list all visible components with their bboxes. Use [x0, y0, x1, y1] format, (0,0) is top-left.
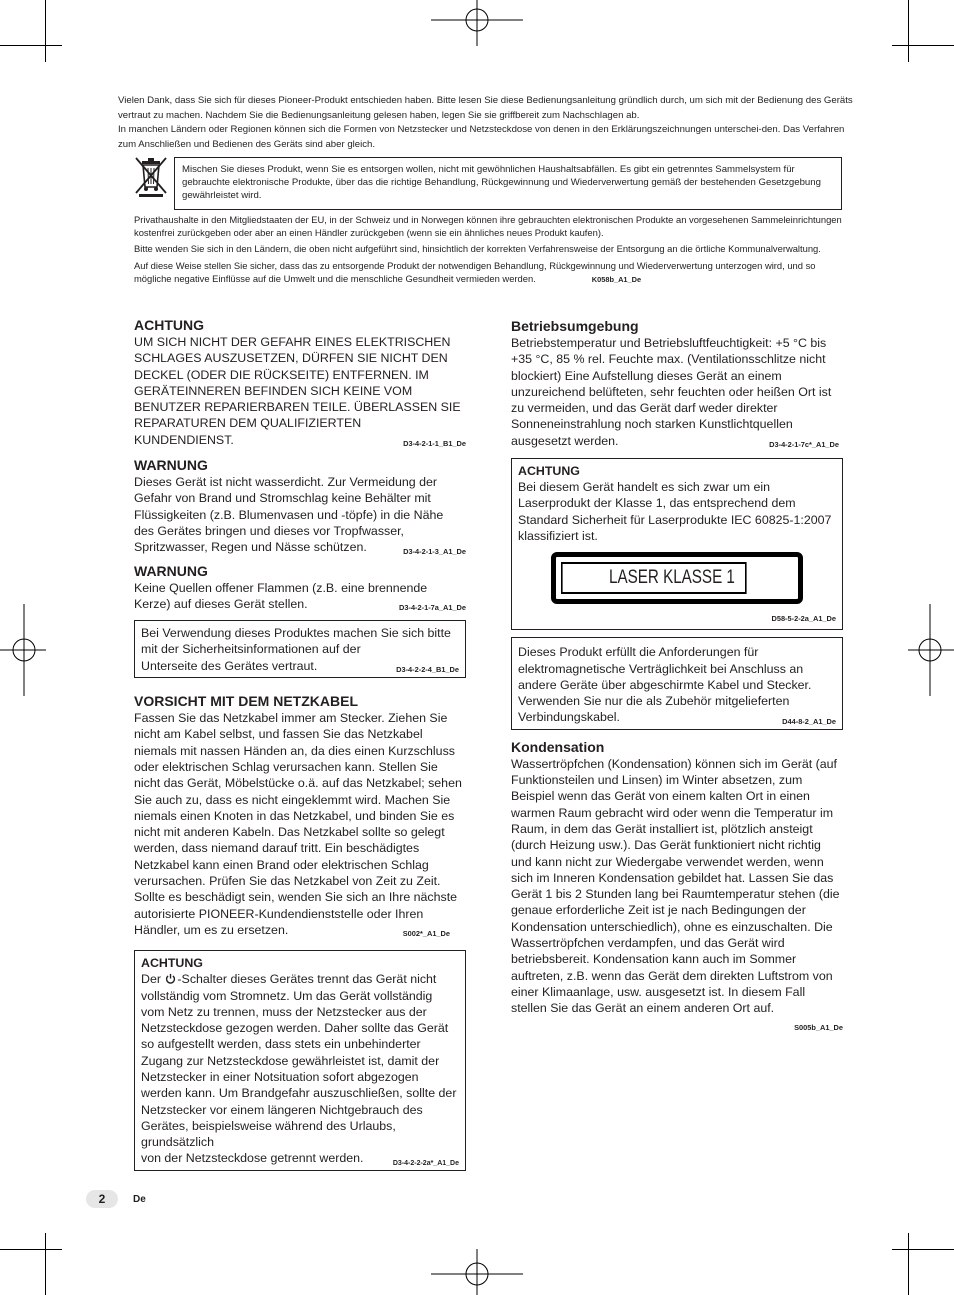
weee-disposal-box	[174, 157, 842, 210]
crop-mark	[892, 45, 954, 46]
laser-label-text: LASER KLASSE 1	[561, 562, 747, 594]
reference-code: D58-5-2-2a_A1_De	[771, 614, 836, 624]
crop-mark	[0, 45, 62, 46]
section-text-last: Händler, um es zu ersetzen.	[134, 922, 289, 937]
box-text-last: Verbindungskabel.	[518, 710, 620, 725]
section-heading: Kondensation	[511, 738, 605, 755]
power-switch-box	[134, 950, 466, 1171]
warnung-water-section	[134, 456, 466, 555]
eu-paragraph: Bitte wenden Sie sich in den Ländern, die oben nicht aufgeführt sind, hinsichtlich der korrekten Verfahrensweise der Entsorgung an die örtliche Kommunalverwaltung.	[134, 243, 821, 255]
crop-mark	[892, 1249, 954, 1250]
reference-code: S002*_A1_De	[402, 929, 450, 939]
section-heading: WARNUNG	[134, 562, 208, 579]
intro-paragraph: In manchen Ländern oder Regionen können sich die Formen von Netzstecker und Netzsteckdose von denen in den Erklärungszeichnungen unterschei-den. Das Verfahren zum Anschließen und Bedienen des Geräts sind aber gleich.	[118, 124, 845, 150]
crop-mark	[45, 1233, 46, 1295]
reference-code: D44-8-2_A1_De	[782, 716, 836, 726]
intro-text	[118, 94, 860, 152]
crossed-out-bin-icon	[133, 155, 169, 197]
section-text: UM SICH NICHT DER GEFAHR EINES ELEKTRISCHEN SCHLAGES AUSZUSETZEN, DÜRFEN SIE NICHT DEN DECKEL (ODER DIE RÜCKSEITE) ENTFERNEN. IM GERÄTEINNEREN BEFINDEN SICH KEINE VOM BENUTZER REPARIERBAREN TEILE. ÜBERLASSEN SIE REPARATUREN DEM QUALIFIZIERTEN	[134, 335, 461, 431]
section-heading: WARNUNG	[134, 457, 208, 474]
box-text: -Schalter dieses Gerätes trennt das Gerät nicht vollständig vom Stromnetz. Um das Gerät vollständig vom Netz zu trennen, muss der Netzstecker aus der Netzsteckdose gezogen werden. Daher sollte das Gerät so aufgestellt werden, dass stets ein unbehinderter Zugang zur Netzsteckdose gewährleistet ist, damit der Netzstecker in einer Notsituation sofort abgezogen werden kann. Um Brandgefahr auszuschließen, sollte der Netzstecker vor einem längeren Nichtgebrauch des Gerätes, beispielsweise während des Urlaubs, grundsätzlich	[141, 972, 457, 1150]
box-text-last: von der Netzsteckdose getrennt werden.	[141, 1151, 364, 1166]
section-text: Fassen Sie das Netzkabel immer am Stecker. Ziehen Sie nicht am Kabel selbst, und fassen Sie das Netzkabel niemals mit nassen Händen an, da dies einen Kurzschluss oder elektrischen Schlag verursachen kann. Stellen Sie nicht das Gerät, Möbelstücke o.ä. auf das Netzkabel; sehen Sie auch zu, dass es nicht eingeklemmt wird. Machen Sie niemals einen Knoten in das Netzkabel, und binden Sie es nicht mit anderen Kabeln. Das Netzkabel sollte so gelegt werden, dass niemand darauf tritt. Ein beschädigtes Netzkabel kann einen Brand oder elektrischen Schlag verursachen. Prüfen Sie das Netzkabel von Zeit zu Zeit. Sollte es beschädigt sein, wenden Sie sich an Ihre nächste autorisierte PIONEER-Kundendienststelle oder Ihren	[134, 711, 462, 921]
section-heading: Betriebsumgebung	[511, 318, 639, 334]
betriebsumgebung-section	[511, 317, 843, 449]
registration-mark-bottom	[431, 1249, 523, 1295]
safety-info-box	[134, 620, 466, 678]
box-heading: ACHTUNG	[518, 464, 580, 479]
eu-disposal-text	[134, 213, 846, 286]
section-text-last: KUNDENDIENST.	[134, 432, 234, 447]
box-text: Bei diesem Gerät handelt es sich zwar um ein Laserprodukt der Klasse 1, das entsprechend dem Standard Sicherheit für Laserprodukte IEC 60825-1:2007 klassifiziert ist.	[518, 480, 832, 543]
registration-mark-right	[908, 604, 954, 696]
reference-code: S005b_A1_De	[794, 1022, 843, 1032]
warnung-flame-section	[134, 562, 466, 613]
reference-code: D3-4-2-1-7c*_A1_De	[769, 440, 839, 450]
achtung-section	[134, 316, 466, 448]
laser-warning-box	[511, 458, 843, 630]
eu-paragraph: Privathaushalte in den Mitgliedstaaten der EU, in der Schweiz und in Norwegen können ihre gebrauchten elektronischen Produkte an vorgesehenen Sammeleinrichtungen kostenfrei zurückgeben oder aber an einen Händler zurückgeben (wenn sie ein ähnliches neues Produkt kaufen).	[134, 214, 842, 239]
power-icon	[165, 973, 176, 984]
intro-paragraph: Vielen Dank, dass Sie sich für dieses Pioneer-Produkt entschieden haben. Bitte lesen Sie diese Bedienungsanleitung gründlich durch, um sich mit der Bedienung des Geräts vertraut zu machen. Nachdem Sie die Bedienungsanleitung gelesen haben, legen Sie sie griffbereit zum Nachschlagen ab.	[118, 95, 853, 121]
kondensation-section	[511, 738, 843, 1035]
reference-code: D3-4-2-1-1_B1_De	[403, 439, 466, 449]
crop-mark	[908, 0, 909, 62]
box-text: Dieses Produkt erfüllt die Anforderungen für elektromagnetische Verträglichkeit bei Anschluss an andere Geräte über abgeschirmte Kabel und Stecker. Verwenden Sie nur die als Zubehör mitgelieferten	[518, 645, 812, 709]
section-text: Dieses Gerät ist nicht wasserdicht. Zur Vermeidung der Gefahr von Brand und Stromschlag keine Behälter mit Flüssigkeiten (z.B. Blumenvasen und -töpfe) in die Nähe des Gerätes bringen und dieses vor Tropfwasser,	[134, 475, 444, 538]
laser-class-label	[551, 552, 803, 604]
registration-mark-top	[431, 0, 523, 46]
crop-mark	[45, 0, 46, 62]
section-text: Betriebstemperatur und Betriebsluftfeuchtigkeit: +5 °C bis +35 °C, 85 % rel. Feuchte max. (Ventilationsschlitze nicht blockiert) Eine Aufstellung dieses Gerät an einem unzureichend belüfteten, sehr feuchten oder heißen Ort ist zu vermeiden, und das Gerät darf weder direkter Sonneneinstrahlung noch starken Kunstlichtquellen	[511, 336, 832, 432]
reference-code: D3-4-2-1-7a_A1_De	[399, 603, 466, 613]
section-heading: ACHTUNG	[134, 317, 204, 333]
reference-code: D3-4-2-2-2a*_A1_De	[392, 1159, 459, 1167]
right-column	[511, 317, 843, 1035]
weee-box-text: Mischen Sie dieses Produkt, wenn Sie es entsorgen wollen, nicht mit gewöhnlichen Haushaltsabfällen. Es gibt ein getrenntes Sammelsystem für gebrauchte elektronische Produkte, über das die richtige Behandlung, Rückgewinnung und Wiederverwertung gemäß der bestehenden Gesetzgebung gewährleistet wird.	[182, 164, 821, 202]
netzkabel-section	[134, 692, 466, 938]
language-code: De	[133, 1194, 146, 1205]
left-column	[134, 316, 466, 1171]
eu-paragraph-text: Auf diese Weise stellen Sie sicher, dass das zu entsorgende Produkt der notwendigen Behandlung, Rückgewinnung und Wiederverwertung unterzogen wird, und so mögliche negative Einflüsse auf die Umwelt und die menschliche Gesundheit vermieden werden.	[134, 259, 816, 284]
reference-code: D3-4-2-1-3_A1_De	[403, 546, 466, 556]
section-heading: VORSICHT MIT DEM NETZKABEL	[134, 693, 358, 710]
reference-code: K058b_A1_De	[591, 274, 642, 284]
section-text-last: Kerze) auf dieses Gerät stellen.	[134, 596, 308, 611]
emv-box	[511, 637, 843, 729]
crop-mark	[0, 1249, 62, 1250]
section-text: Wassertröpfchen (Kondensation) können sich im Gerät (auf Funktionsteilen und Linsen) im Winter absetzen, zum Beispiel wenn das Gerät von einem kalten Ort in einen warmen Raum gebracht wird oder wenn die Temperatur im Raum, in dem das Gerät installiert ist, plötzlich ansteigt (durch Heizung usw.). Das Gerät funktioniert nicht richtig und kann nicht zur Wiedergabe verwendet werden, wenn sich im Inneren Kondensation gebildet hat. Lassen Sie das Gerät 1 bis 2 Stunden lang bei Raumtemperatur stehen (die genaue erforderliche Zeit ist je nach Bedingungen der Kondensation unterschiedlich), ohne es einzuschalten. Die Wassertröpfchen verdampfen, und das Gerät wird betriebsbereit. Kondensation kann auch im Sommer auftreten, z.B. wenn das Gerät dem direkten Luftstrom von einer Klimaanlage, usw. ausgesetzt ist. In diesem Fall stellen Sie das Gerät an einem anderen Ort auf.	[511, 756, 840, 1016]
box-heading: ACHTUNG	[141, 956, 203, 971]
page-number: 2	[86, 1190, 118, 1208]
section-text-last: ausgesetzt werden.	[511, 433, 619, 448]
box-text: Bei Verwendung dieses Produktes machen Sie sich bitte mit der Sicherheitsinformationen auf der	[141, 626, 451, 657]
box-text-start: Der	[141, 972, 161, 987]
eu-paragraph	[134, 259, 846, 286]
section-text-last: Spritzwasser, Regen und Nässe schützen.	[134, 540, 367, 555]
box-text-last: Unterseite des Gerätes vertraut.	[141, 658, 318, 673]
reference-code: D3-4-2-2-4_B1_De	[396, 665, 459, 675]
registration-mark-left	[0, 604, 46, 696]
section-text: Keine Quellen offener Flammen (z.B. eine brennende	[134, 580, 428, 595]
crop-mark	[908, 1233, 909, 1295]
